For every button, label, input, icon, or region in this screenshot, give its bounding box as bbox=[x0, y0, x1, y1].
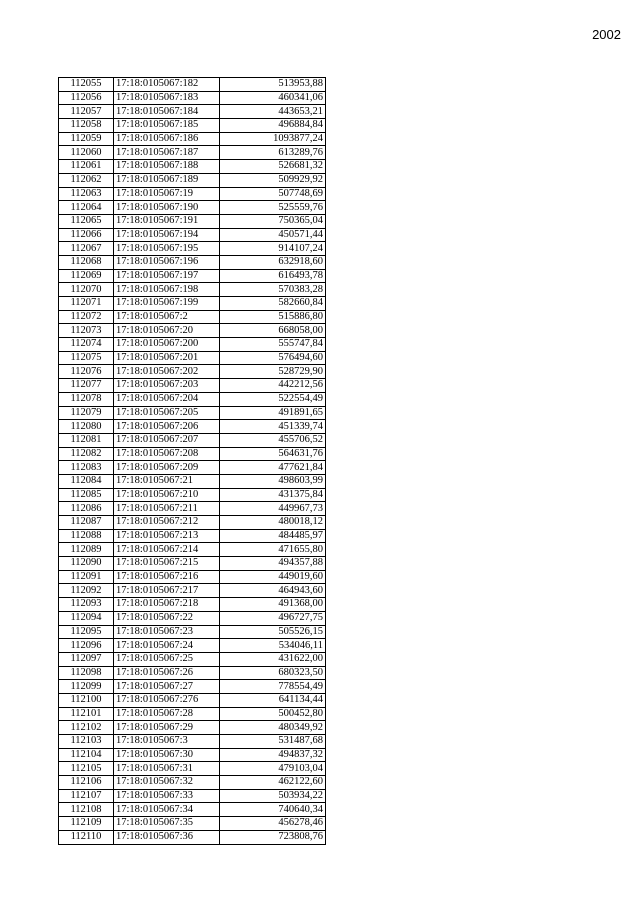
row-number-cell: 112068 bbox=[59, 255, 114, 269]
cadastral-value-cell: 515886,80 bbox=[220, 310, 326, 324]
cadastral-number-cell: 17:18:0105067:2 bbox=[114, 310, 220, 324]
table-row bbox=[59, 447, 326, 461]
cadastral-value-table bbox=[58, 77, 326, 845]
cadastral-number-cell: 17:18:0105067:19 bbox=[114, 187, 220, 201]
cadastral-number-cell: 17:18:0105067:187 bbox=[114, 146, 220, 160]
cadastral-value-cell: 509929,92 bbox=[220, 173, 326, 187]
cadastral-value-cell: 450571,44 bbox=[220, 228, 326, 242]
table-row bbox=[59, 762, 326, 776]
cadastral-value-cell: 680323,50 bbox=[220, 666, 326, 680]
table-row bbox=[59, 160, 326, 174]
cadastral-number-cell: 17:18:0105067:194 bbox=[114, 228, 220, 242]
row-number-cell: 112094 bbox=[59, 611, 114, 625]
table-row bbox=[59, 420, 326, 434]
table-row bbox=[59, 242, 326, 256]
row-number-cell: 112072 bbox=[59, 310, 114, 324]
row-number-cell: 112088 bbox=[59, 529, 114, 543]
cadastral-value-cell: 526681,32 bbox=[220, 160, 326, 174]
row-number-cell: 112079 bbox=[59, 406, 114, 420]
cadastral-value-cell: 616493,78 bbox=[220, 269, 326, 283]
table-row bbox=[59, 365, 326, 379]
row-number-cell: 112107 bbox=[59, 789, 114, 803]
cadastral-value-cell: 576494,60 bbox=[220, 351, 326, 365]
table-row bbox=[59, 392, 326, 406]
cadastral-value-cell: 641134,44 bbox=[220, 693, 326, 707]
table-row bbox=[59, 721, 326, 735]
row-number-cell: 112085 bbox=[59, 488, 114, 502]
cadastral-number-cell: 17:18:0105067:215 bbox=[114, 557, 220, 571]
cadastral-value-cell: 479103,04 bbox=[220, 762, 326, 776]
cadastral-number-cell: 17:18:0105067:196 bbox=[114, 255, 220, 269]
cadastral-number-cell: 17:18:0105067:35 bbox=[114, 817, 220, 831]
cadastral-number-cell: 17:18:0105067:211 bbox=[114, 502, 220, 516]
cadastral-value-cell: 496884,84 bbox=[220, 119, 326, 133]
cadastral-value-cell: 496727,75 bbox=[220, 611, 326, 625]
row-number-cell: 112096 bbox=[59, 639, 114, 653]
table-body bbox=[59, 78, 326, 845]
cadastral-number-cell: 17:18:0105067:34 bbox=[114, 803, 220, 817]
cadastral-number-cell: 17:18:0105067:203 bbox=[114, 379, 220, 393]
row-number-cell: 112062 bbox=[59, 173, 114, 187]
cadastral-value-cell: 471655,80 bbox=[220, 543, 326, 557]
row-number-cell: 112092 bbox=[59, 584, 114, 598]
cadastral-number-cell: 17:18:0105067:207 bbox=[114, 433, 220, 447]
row-number-cell: 112070 bbox=[59, 283, 114, 297]
table-row bbox=[59, 557, 326, 571]
page-number: 2002 bbox=[592, 27, 621, 42]
cadastral-value-cell: 500452,80 bbox=[220, 707, 326, 721]
cadastral-number-cell: 17:18:0105067:36 bbox=[114, 830, 220, 844]
row-number-cell: 112093 bbox=[59, 598, 114, 612]
table-row bbox=[59, 269, 326, 283]
row-number-cell: 112074 bbox=[59, 338, 114, 352]
row-number-cell: 112055 bbox=[59, 78, 114, 92]
table-row bbox=[59, 461, 326, 475]
table-row bbox=[59, 652, 326, 666]
table-row bbox=[59, 680, 326, 694]
cadastral-value-cell: 723808,76 bbox=[220, 830, 326, 844]
table-row bbox=[59, 584, 326, 598]
table-row bbox=[59, 351, 326, 365]
cadastral-value-cell: 480349,92 bbox=[220, 721, 326, 735]
cadastral-number-cell: 17:18:0105067:217 bbox=[114, 584, 220, 598]
cadastral-value-cell: 525559,76 bbox=[220, 201, 326, 215]
table-row bbox=[59, 474, 326, 488]
cadastral-value-cell: 477621,84 bbox=[220, 461, 326, 475]
cadastral-value-cell: 740640,34 bbox=[220, 803, 326, 817]
row-number-cell: 112058 bbox=[59, 119, 114, 133]
cadastral-value-cell: 442212,56 bbox=[220, 379, 326, 393]
row-number-cell: 112103 bbox=[59, 735, 114, 749]
row-number-cell: 112080 bbox=[59, 420, 114, 434]
row-number-cell: 112095 bbox=[59, 625, 114, 639]
table-row bbox=[59, 639, 326, 653]
table-row bbox=[59, 529, 326, 543]
row-number-cell: 112057 bbox=[59, 105, 114, 119]
table-row bbox=[59, 516, 326, 530]
cadastral-value-cell: 464943,60 bbox=[220, 584, 326, 598]
cadastral-number-cell: 17:18:0105067:212 bbox=[114, 516, 220, 530]
cadastral-number-cell: 17:18:0105067:190 bbox=[114, 201, 220, 215]
cadastral-value-cell: 491891,65 bbox=[220, 406, 326, 420]
cadastral-value-cell: 494357,88 bbox=[220, 557, 326, 571]
row-number-cell: 112071 bbox=[59, 297, 114, 311]
row-number-cell: 112066 bbox=[59, 228, 114, 242]
cadastral-number-cell: 17:18:0105067:191 bbox=[114, 214, 220, 228]
table-row bbox=[59, 119, 326, 133]
cadastral-value-cell: 431622,00 bbox=[220, 652, 326, 666]
row-number-cell: 112061 bbox=[59, 160, 114, 174]
row-number-cell: 112110 bbox=[59, 830, 114, 844]
cadastral-value-cell: 455706,52 bbox=[220, 433, 326, 447]
cadastral-number-cell: 17:18:0105067:182 bbox=[114, 78, 220, 92]
cadastral-number-cell: 17:18:0105067:29 bbox=[114, 721, 220, 735]
table-row bbox=[59, 502, 326, 516]
table-row bbox=[59, 201, 326, 215]
cadastral-value-cell: 914107,24 bbox=[220, 242, 326, 256]
cadastral-number-cell: 17:18:0105067:185 bbox=[114, 119, 220, 133]
table-row bbox=[59, 625, 326, 639]
row-number-cell: 112090 bbox=[59, 557, 114, 571]
row-number-cell: 112097 bbox=[59, 652, 114, 666]
table-row bbox=[59, 228, 326, 242]
cadastral-number-cell: 17:18:0105067:206 bbox=[114, 420, 220, 434]
table-row bbox=[59, 693, 326, 707]
row-number-cell: 112089 bbox=[59, 543, 114, 557]
row-number-cell: 112100 bbox=[59, 693, 114, 707]
cadastral-value-cell: 449967,73 bbox=[220, 502, 326, 516]
cadastral-value-cell: 503934,22 bbox=[220, 789, 326, 803]
cadastral-value-cell: 632918,60 bbox=[220, 255, 326, 269]
cadastral-value-cell: 555747,84 bbox=[220, 338, 326, 352]
table-row bbox=[59, 173, 326, 187]
cadastral-value-cell: 564631,76 bbox=[220, 447, 326, 461]
cadastral-value-cell: 431375,84 bbox=[220, 488, 326, 502]
cadastral-number-cell: 17:18:0105067:24 bbox=[114, 639, 220, 653]
row-number-cell: 112060 bbox=[59, 146, 114, 160]
cadastral-number-cell: 17:18:0105067:197 bbox=[114, 269, 220, 283]
row-number-cell: 112063 bbox=[59, 187, 114, 201]
cadastral-number-cell: 17:18:0105067:31 bbox=[114, 762, 220, 776]
cadastral-value-cell: 462122,60 bbox=[220, 776, 326, 790]
table-row bbox=[59, 776, 326, 790]
cadastral-value-cell: 498603,99 bbox=[220, 474, 326, 488]
table-row bbox=[59, 406, 326, 420]
cadastral-number-cell: 17:18:0105067:28 bbox=[114, 707, 220, 721]
table-row bbox=[59, 433, 326, 447]
cadastral-number-cell: 17:18:0105067:184 bbox=[114, 105, 220, 119]
table-row bbox=[59, 146, 326, 160]
cadastral-value-cell: 491368,00 bbox=[220, 598, 326, 612]
table-row bbox=[59, 789, 326, 803]
table-row bbox=[59, 338, 326, 352]
table-row bbox=[59, 132, 326, 146]
cadastral-number-cell: 17:18:0105067:218 bbox=[114, 598, 220, 612]
table-row bbox=[59, 488, 326, 502]
cadastral-number-cell: 17:18:0105067:3 bbox=[114, 735, 220, 749]
table-row bbox=[59, 255, 326, 269]
row-number-cell: 112065 bbox=[59, 214, 114, 228]
row-number-cell: 112081 bbox=[59, 433, 114, 447]
table-row bbox=[59, 830, 326, 844]
table-row bbox=[59, 379, 326, 393]
cadastral-value-cell: 494837,32 bbox=[220, 748, 326, 762]
row-number-cell: 112098 bbox=[59, 666, 114, 680]
cadastral-number-cell: 17:18:0105067:27 bbox=[114, 680, 220, 694]
cadastral-value-cell: 513953,88 bbox=[220, 78, 326, 92]
row-number-cell: 112069 bbox=[59, 269, 114, 283]
row-number-cell: 112099 bbox=[59, 680, 114, 694]
table-row bbox=[59, 187, 326, 201]
cadastral-number-cell: 17:18:0105067:210 bbox=[114, 488, 220, 502]
table-row bbox=[59, 324, 326, 338]
row-number-cell: 112077 bbox=[59, 379, 114, 393]
table-row bbox=[59, 310, 326, 324]
row-number-cell: 112078 bbox=[59, 392, 114, 406]
table-row bbox=[59, 91, 326, 105]
table-row bbox=[59, 748, 326, 762]
row-number-cell: 112082 bbox=[59, 447, 114, 461]
row-number-cell: 112064 bbox=[59, 201, 114, 215]
cadastral-number-cell: 17:18:0105067:214 bbox=[114, 543, 220, 557]
cadastral-value-cell: 484485,97 bbox=[220, 529, 326, 543]
row-number-cell: 112067 bbox=[59, 242, 114, 256]
cadastral-number-cell: 17:18:0105067:186 bbox=[114, 132, 220, 146]
cadastral-number-cell: 17:18:0105067:33 bbox=[114, 789, 220, 803]
row-number-cell: 112109 bbox=[59, 817, 114, 831]
cadastral-number-cell: 17:18:0105067:213 bbox=[114, 529, 220, 543]
row-number-cell: 112091 bbox=[59, 570, 114, 584]
cadastral-value-cell: 1093877,24 bbox=[220, 132, 326, 146]
cadastral-number-cell: 17:18:0105067:21 bbox=[114, 474, 220, 488]
cadastral-value-cell: 668058,00 bbox=[220, 324, 326, 338]
cadastral-value-cell: 750365,04 bbox=[220, 214, 326, 228]
table-row bbox=[59, 570, 326, 584]
row-number-cell: 112087 bbox=[59, 516, 114, 530]
cadastral-number-cell: 17:18:0105067:188 bbox=[114, 160, 220, 174]
cadastral-number-cell: 17:18:0105067:183 bbox=[114, 91, 220, 105]
cadastral-number-cell: 17:18:0105067:23 bbox=[114, 625, 220, 639]
row-number-cell: 112076 bbox=[59, 365, 114, 379]
cadastral-value-cell: 534046,11 bbox=[220, 639, 326, 653]
cadastral-value-cell: 531487,68 bbox=[220, 735, 326, 749]
cadastral-number-cell: 17:18:0105067:216 bbox=[114, 570, 220, 584]
cadastral-value-cell: 570383,28 bbox=[220, 283, 326, 297]
cadastral-number-cell: 17:18:0105067:198 bbox=[114, 283, 220, 297]
table-row bbox=[59, 611, 326, 625]
cadastral-number-cell: 17:18:0105067:25 bbox=[114, 652, 220, 666]
cadastral-number-cell: 17:18:0105067:20 bbox=[114, 324, 220, 338]
cadastral-value-cell: 778554,49 bbox=[220, 680, 326, 694]
cadastral-value-cell: 480018,12 bbox=[220, 516, 326, 530]
cadastral-number-cell: 17:18:0105067:22 bbox=[114, 611, 220, 625]
row-number-cell: 112086 bbox=[59, 502, 114, 516]
table-row bbox=[59, 735, 326, 749]
cadastral-number-cell: 17:18:0105067:208 bbox=[114, 447, 220, 461]
row-number-cell: 112075 bbox=[59, 351, 114, 365]
table-row bbox=[59, 78, 326, 92]
row-number-cell: 112083 bbox=[59, 461, 114, 475]
table-row bbox=[59, 297, 326, 311]
cadastral-value-cell: 613289,76 bbox=[220, 146, 326, 160]
cadastral-value-cell: 528729,90 bbox=[220, 365, 326, 379]
cadastral-number-cell: 17:18:0105067:200 bbox=[114, 338, 220, 352]
cadastral-value-cell: 505526,15 bbox=[220, 625, 326, 639]
cadastral-number-cell: 17:18:0105067:30 bbox=[114, 748, 220, 762]
table-row bbox=[59, 707, 326, 721]
cadastral-value-cell: 449019,60 bbox=[220, 570, 326, 584]
cadastral-value-cell: 456278,46 bbox=[220, 817, 326, 831]
cadastral-value-cell: 522554,49 bbox=[220, 392, 326, 406]
row-number-cell: 112102 bbox=[59, 721, 114, 735]
cadastral-number-cell: 17:18:0105067:26 bbox=[114, 666, 220, 680]
table-row bbox=[59, 214, 326, 228]
cadastral-value-cell: 507748,69 bbox=[220, 187, 326, 201]
cadastral-number-cell: 17:18:0105067:276 bbox=[114, 693, 220, 707]
cadastral-number-cell: 17:18:0105067:201 bbox=[114, 351, 220, 365]
row-number-cell: 112108 bbox=[59, 803, 114, 817]
row-number-cell: 112101 bbox=[59, 707, 114, 721]
cadastral-number-cell: 17:18:0105067:195 bbox=[114, 242, 220, 256]
cadastral-number-cell: 17:18:0105067:189 bbox=[114, 173, 220, 187]
table-row bbox=[59, 105, 326, 119]
row-number-cell: 112056 bbox=[59, 91, 114, 105]
table-row bbox=[59, 666, 326, 680]
table-row bbox=[59, 803, 326, 817]
row-number-cell: 112059 bbox=[59, 132, 114, 146]
cadastral-value-cell: 443653,21 bbox=[220, 105, 326, 119]
cadastral-number-cell: 17:18:0105067:199 bbox=[114, 297, 220, 311]
cadastral-value-cell: 582660,84 bbox=[220, 297, 326, 311]
row-number-cell: 112105 bbox=[59, 762, 114, 776]
table-row bbox=[59, 283, 326, 297]
table-row bbox=[59, 543, 326, 557]
row-number-cell: 112106 bbox=[59, 776, 114, 790]
cadastral-value-cell: 460341,06 bbox=[220, 91, 326, 105]
cadastral-number-cell: 17:18:0105067:204 bbox=[114, 392, 220, 406]
table-row bbox=[59, 598, 326, 612]
cadastral-value-cell: 451339,74 bbox=[220, 420, 326, 434]
row-number-cell: 112084 bbox=[59, 474, 114, 488]
cadastral-number-cell: 17:18:0105067:32 bbox=[114, 776, 220, 790]
cadastral-number-cell: 17:18:0105067:202 bbox=[114, 365, 220, 379]
cadastral-number-cell: 17:18:0105067:209 bbox=[114, 461, 220, 475]
row-number-cell: 112073 bbox=[59, 324, 114, 338]
cadastral-number-cell: 17:18:0105067:205 bbox=[114, 406, 220, 420]
row-number-cell: 112104 bbox=[59, 748, 114, 762]
table-row bbox=[59, 817, 326, 831]
